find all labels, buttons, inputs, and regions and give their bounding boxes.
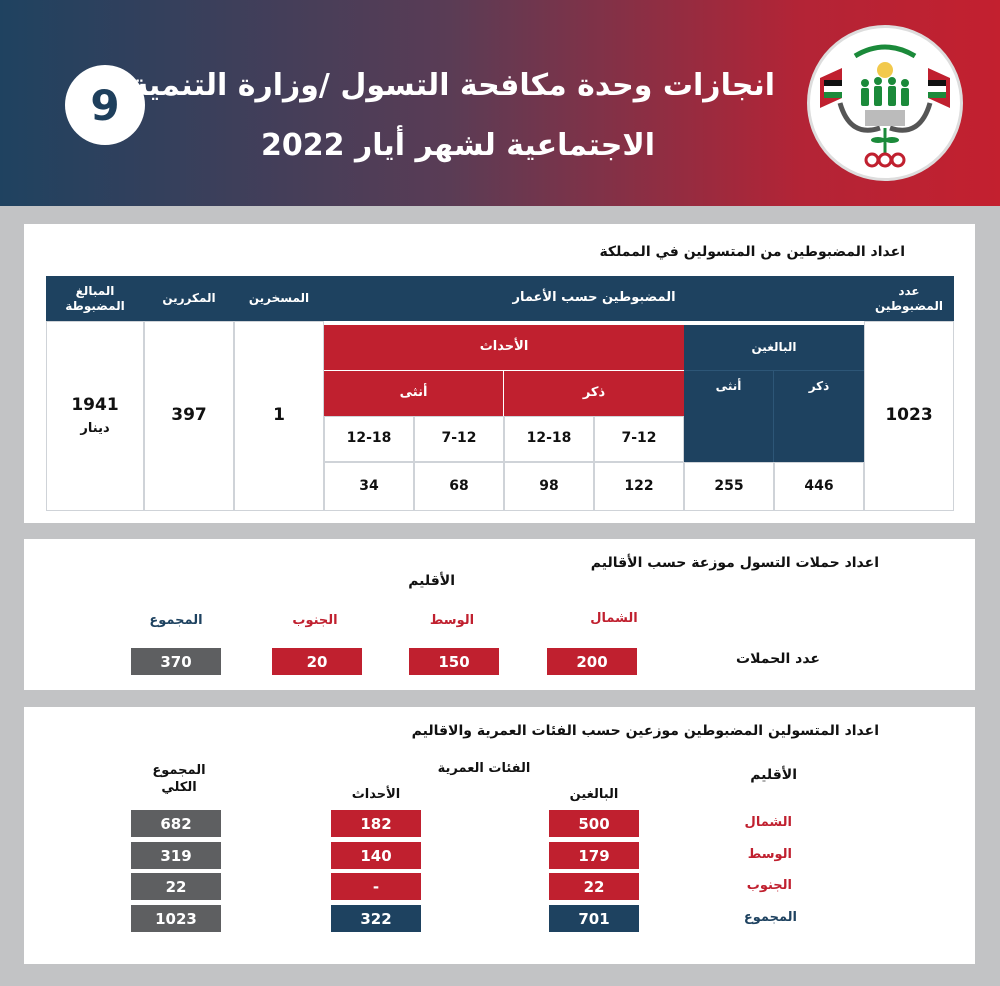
header-total-seized: عدد المضبوطين — [864, 276, 954, 321]
section3-age-groups-header: الفئات العمرية — [437, 761, 531, 776]
juveniles-central: 140 — [331, 842, 421, 869]
page-title-line2: الاجتماعية لشهر أيار 2022 — [261, 128, 655, 163]
header-adult-male: ذكر — [774, 370, 864, 462]
header-juv-female-12-18: 12-18 — [324, 416, 414, 462]
adults-central: 179 — [549, 842, 639, 869]
section3-region-header: الأقليم — [750, 767, 797, 783]
total-grand: 1023 — [131, 905, 221, 932]
value-juv-female-12-18: 34 — [324, 462, 414, 511]
juveniles-total: 322 — [331, 905, 421, 932]
region-label-total: المجموع — [743, 910, 797, 925]
adults-total: 701 — [549, 905, 639, 932]
header-amounts: المبالغ المضبوطة — [46, 276, 144, 321]
ministry-logo — [807, 25, 963, 181]
value-amount: 1941 — [71, 395, 119, 416]
page-title-line1: انجازات وحدة مكافحة التسول /وزارة التنمية — [130, 68, 775, 103]
campaign-row-label: عدد الحملات — [736, 651, 820, 667]
header-juv-male-7-12: 7-12 — [594, 416, 684, 462]
header-banner — [0, 0, 1000, 206]
section-campaigns — [24, 539, 975, 690]
section3-juveniles-header: الأحداث — [351, 787, 401, 802]
campaign-value-central: 150 — [409, 648, 499, 675]
campaign-value-south: 20 — [272, 648, 362, 675]
value-juv-male-7-12: 122 — [594, 462, 684, 511]
value-amounts-cell — [46, 321, 144, 511]
campaign-value-north: 200 — [547, 648, 637, 675]
header-adults: البالغين — [684, 325, 864, 370]
value-currency: دينار — [80, 420, 110, 436]
seized-table — [46, 276, 954, 512]
value-total-seized: 1023 — [864, 321, 954, 511]
campaign-col-central: الوسط — [429, 613, 475, 628]
header-juv-female: أنثى — [324, 370, 504, 416]
region-label-north: الشمال — [744, 815, 792, 830]
section3-title: اعداد المتسولين المضبوطين موزعين حسب الفئات العمرية والاقاليم — [411, 723, 879, 739]
header-juv-male: ذكر — [504, 370, 684, 416]
section2-region-header: الأقليم — [408, 573, 455, 589]
section-by-age-region — [24, 707, 975, 964]
header-by-age: المضبوطين حسب الأعمار — [324, 276, 864, 321]
value-adult-male: 446 — [774, 462, 864, 511]
region-label-south: الجنوب — [746, 878, 792, 893]
value-repeat: 397 — [144, 321, 234, 511]
value-juv-male-12-18: 98 — [504, 462, 594, 511]
header-adult-female: أنثى — [684, 370, 774, 462]
section2-title: اعداد حملات التسول موزعة حسب الأقاليم — [590, 555, 879, 571]
section3-adults-header: البالغين — [569, 787, 619, 802]
value-juv-female-7-12: 68 — [414, 462, 504, 511]
campaign-col-total: المجموع — [149, 613, 203, 628]
value-adult-female: 255 — [684, 462, 774, 511]
page-number-badge: 9 — [65, 65, 145, 145]
ministry-seal-icon — [810, 28, 960, 178]
adults-north: 500 — [549, 810, 639, 837]
section3-grand-total-header: المجموع الكلي — [152, 763, 206, 795]
total-central: 319 — [131, 842, 221, 869]
section1-title: اعداد المضبوطين من المتسولين في المملكة — [599, 244, 905, 260]
campaign-col-south: الجنوب — [292, 613, 338, 628]
header-juv-female-7-12: 7-12 — [414, 416, 504, 462]
total-north: 682 — [131, 810, 221, 837]
section-seized-beggars — [24, 224, 975, 523]
juveniles-north: 182 — [331, 810, 421, 837]
juveniles-south: - — [331, 873, 421, 900]
region-label-central: الوسط — [747, 847, 792, 862]
adults-south: 22 — [549, 873, 639, 900]
campaign-col-north: الشمال — [590, 611, 638, 626]
total-south: 22 — [131, 873, 221, 900]
header-juv-male-12-18: 12-18 — [504, 416, 594, 462]
header-repeat: المكررين — [144, 276, 234, 321]
header-juveniles: الأحداث — [324, 325, 684, 370]
header-exploited: المسخرين — [234, 276, 324, 321]
campaign-value-total: 370 — [131, 648, 221, 675]
value-exploited: 1 — [234, 321, 324, 511]
